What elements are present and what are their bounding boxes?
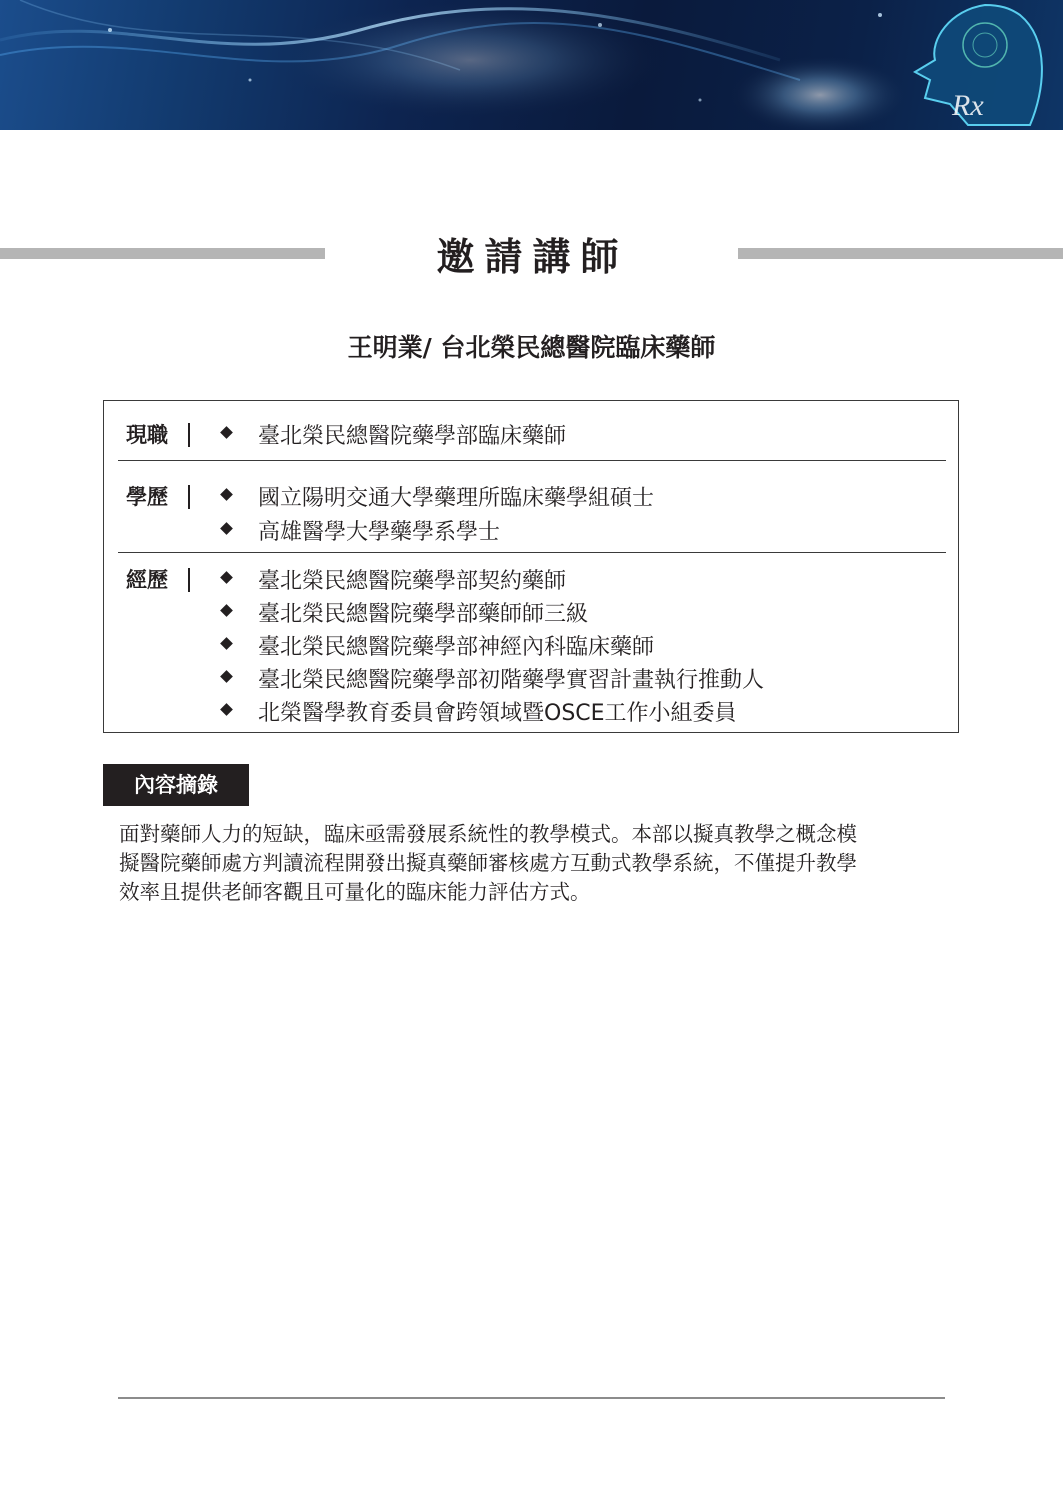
abstract-body — [119, 820, 949, 907]
rx-logo-text: Rx — [952, 89, 984, 122]
list-item-text: 臺北榮民總醫院藥學部藥師師三級 — [258, 602, 589, 627]
section-label-bar — [188, 423, 190, 447]
banner-artwork — [0, 0, 1063, 130]
title-rule-left — [0, 248, 325, 259]
section-label: 現職 — [126, 423, 168, 447]
diamond-bullet-icon — [220, 604, 233, 617]
diamond-bullet-icon — [220, 488, 233, 501]
section-label: 學歷 — [126, 485, 168, 509]
list-item-text: 北榮醫學教育委員會跨領域暨OSCE工作小組委員 — [258, 701, 737, 726]
list-item-text: 臺北榮民總醫院藥學部臨床藥師 — [258, 424, 567, 449]
list-item-text: 臺北榮民總醫院藥學部初階藥學實習計畫執行推動人 — [258, 668, 765, 693]
title-rule-right — [738, 248, 1063, 259]
list-item-text: 國立陽明交通大學藥理所臨床藥學組碩士 — [258, 486, 655, 511]
list-item-text: 臺北榮民總醫院藥學部契約藥師 — [258, 569, 567, 594]
section-label-bar — [188, 485, 190, 509]
diamond-bullet-icon — [220, 637, 233, 650]
abstract-line: 面對藥師人力的短缺，臨床亟需發展系統性的教學模式。本部以擬真教學之概念模 — [119, 822, 857, 846]
diamond-bullet-icon — [220, 426, 233, 439]
diamond-bullet-icon — [220, 670, 233, 683]
section-label-bar — [188, 568, 190, 592]
page-title: 邀請講師 — [436, 235, 629, 279]
header-banner — [0, 0, 1063, 130]
list-item-text: 臺北榮民總醫院藥學部神經內科臨床藥師 — [258, 635, 655, 660]
section-divider — [118, 552, 946, 553]
profile-box — [103, 400, 959, 733]
abstract-line: 效率且提供老師客觀且可量化的臨床能力評估方式。 — [119, 880, 591, 904]
list-item-text: 高雄醫學大學藥學系學士 — [258, 520, 501, 545]
diamond-bullet-icon — [220, 522, 233, 535]
speaker-name: 王明業/ 台北榮民總醫院臨床藥師 — [347, 333, 716, 362]
diamond-bullet-icon — [220, 703, 233, 716]
abstract-label: 內容摘錄 — [103, 764, 249, 806]
footer-rule — [118, 1397, 945, 1399]
section-label: 經歷 — [126, 568, 168, 592]
section-divider — [118, 460, 946, 461]
diamond-bullet-icon — [220, 571, 233, 584]
abstract-line: 擬醫院藥師處方判讀流程開發出擬真藥師審核處方互動式教學系統，不僅提升教學 — [119, 851, 857, 875]
